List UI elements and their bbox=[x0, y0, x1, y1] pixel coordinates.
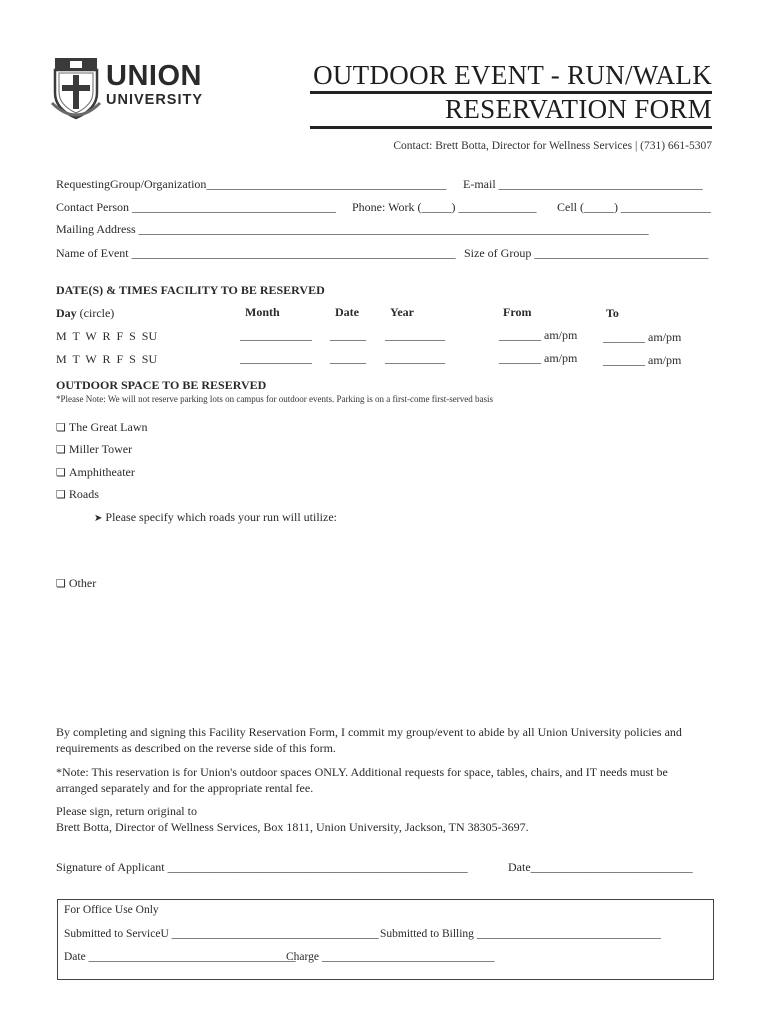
charge-blank[interactable]: ______________________________ bbox=[321, 951, 495, 963]
space-option-label: Roads bbox=[68, 487, 99, 501]
month-blank[interactable]: ____________ bbox=[240, 351, 312, 365]
signature-date-blank[interactable]: ___________________________ bbox=[530, 860, 693, 874]
group-size-label: Size of Group bbox=[464, 246, 532, 260]
checkbox-icon[interactable]: ❏ bbox=[56, 421, 66, 434]
year-blank[interactable]: __________ bbox=[385, 328, 445, 342]
serviceu-field[interactable] bbox=[64, 928, 379, 940]
checkbox-icon[interactable]: ❏ bbox=[56, 466, 66, 479]
space-option-label: Miller Tower bbox=[68, 442, 133, 456]
signature-date-field[interactable] bbox=[508, 860, 693, 875]
space-heading: OUTDOOR SPACE TO BE RESERVED bbox=[56, 378, 267, 392]
event-name-label: Name of Event bbox=[56, 246, 129, 260]
date-column-header: Date bbox=[335, 305, 359, 319]
note-line-1: *Note: This reservation is for Union's outdoor spaces ONLY. Additional requests for space, tables, chairs, and IT needs must be bbox=[56, 765, 668, 779]
day-column-header bbox=[56, 306, 114, 321]
email-label: E-mail bbox=[463, 177, 496, 191]
agreement-line-2: requirements as described on the reverse side of this form. bbox=[56, 741, 336, 755]
event-name-blank[interactable]: ______________________________________________________ bbox=[131, 246, 456, 260]
day-options[interactable]: M T W R F S SU bbox=[56, 329, 158, 343]
crest-icon bbox=[50, 55, 102, 121]
from-time-blank[interactable]: _______ am/pm bbox=[499, 328, 578, 342]
cell-field[interactable] bbox=[557, 200, 711, 215]
logo-word-university: UNIVERSITY bbox=[106, 92, 204, 108]
logo-word-union: UNION bbox=[106, 60, 202, 92]
group-size-blank[interactable]: _____________________________ bbox=[534, 246, 709, 260]
office-use-title: For Office Use Only bbox=[64, 904, 159, 916]
signature-label: Signature of Applicant bbox=[56, 860, 165, 874]
contact-line: Contact: Brett Botta, Director for Wellness Services | (731) 661-5307 bbox=[393, 140, 712, 152]
year-column-header: Year bbox=[390, 305, 414, 319]
agreement-line-1: By completing and signing this Facility Reservation Form, I commit my group/event to abide by all Union University policies and bbox=[56, 725, 682, 739]
serviceu-label: Submitted to ServiceU bbox=[64, 928, 169, 940]
university-logo bbox=[50, 55, 220, 123]
checkbox-icon[interactable]: ❏ bbox=[56, 488, 66, 501]
checkbox-icon[interactable]: ❏ bbox=[56, 443, 66, 456]
to-time-blank[interactable]: _______ am/pm bbox=[603, 330, 682, 344]
requesting-org-label: RequestingGroup/Organization bbox=[56, 177, 207, 191]
contact-person-field[interactable] bbox=[56, 200, 336, 215]
return-line-1: Please sign, return original to bbox=[56, 804, 197, 818]
office-date-label: Date bbox=[64, 951, 86, 963]
space-option-label: Amphitheater bbox=[68, 465, 135, 479]
serviceu-blank[interactable]: ____________________________________ bbox=[171, 928, 379, 940]
mailing-address-field[interactable] bbox=[56, 222, 649, 237]
day-note: (circle) bbox=[79, 306, 115, 320]
phone-label: Phone: Work (_____) bbox=[352, 200, 456, 214]
signature-blank[interactable]: __________________________________________________ bbox=[167, 860, 468, 874]
space-option-label: The Great Lawn bbox=[68, 420, 148, 434]
signature-field[interactable] bbox=[56, 860, 468, 875]
cell-label: Cell (_____) bbox=[557, 200, 618, 214]
mailing-address-label: Mailing Address bbox=[56, 222, 136, 236]
signature-date-label: Date bbox=[508, 860, 531, 874]
email-field[interactable] bbox=[463, 177, 703, 192]
from-column-header: From bbox=[503, 305, 532, 319]
requesting-org-field[interactable] bbox=[56, 177, 446, 192]
space-option-other[interactable] bbox=[56, 576, 96, 591]
space-option-amphitheater[interactable] bbox=[56, 465, 135, 480]
checkbox-icon[interactable]: ❏ bbox=[56, 577, 66, 590]
contact-person-blank[interactable]: __________________________________ bbox=[132, 200, 336, 214]
year-blank[interactable]: __________ bbox=[385, 351, 445, 365]
requesting-org-blank[interactable]: ________________________________________ bbox=[206, 177, 447, 191]
charge-field[interactable] bbox=[286, 951, 494, 963]
phone-field[interactable] bbox=[352, 200, 536, 215]
form-title-line2: RESERVATION FORM bbox=[445, 94, 712, 124]
date-blank[interactable]: ______ bbox=[330, 328, 366, 342]
day-label: Day bbox=[56, 306, 77, 320]
charge-label: Charge bbox=[286, 951, 320, 963]
office-date-field[interactable] bbox=[64, 951, 296, 963]
phone-blank[interactable]: _____________ bbox=[458, 200, 537, 214]
contact-person-label: Contact Person bbox=[56, 200, 129, 214]
month-blank[interactable]: ____________ bbox=[240, 328, 312, 342]
date-blank[interactable]: ______ bbox=[330, 351, 366, 365]
return-line-2: Brett Botta, Director of Wellness Services, Box 1811, Union University, Jackson, TN 38305-3697. bbox=[56, 820, 529, 834]
event-name-field[interactable] bbox=[56, 246, 456, 261]
billing-field[interactable] bbox=[380, 928, 661, 940]
group-size-field[interactable] bbox=[464, 246, 708, 261]
to-column-header: To bbox=[606, 306, 619, 320]
mailing-address-blank[interactable]: _____________________________________________________________________________________ bbox=[138, 222, 649, 236]
email-blank[interactable]: __________________________________ bbox=[498, 177, 703, 191]
title-rule-bottom bbox=[310, 126, 712, 129]
to-time-blank[interactable]: _______ am/pm bbox=[603, 353, 682, 367]
office-date-blank[interactable]: ____________________________________ bbox=[88, 951, 296, 963]
from-time-blank[interactable]: _______ am/pm bbox=[499, 351, 578, 365]
cell-blank[interactable]: _______________ bbox=[621, 200, 711, 214]
parking-note: *Please Note: We will not reserve parking lots on campus for outdoor events. Parking is on a first-come first-served basis bbox=[56, 394, 494, 404]
billing-blank[interactable]: ________________________________ bbox=[476, 928, 661, 940]
form-title-line1: OUTDOOR EVENT - RUN/WALK bbox=[313, 60, 712, 90]
space-option-roads[interactable] bbox=[56, 487, 99, 502]
arrow-bullet-icon: ➤ bbox=[94, 513, 103, 524]
note-line-2: arranged separately and for the appropriate rental fee. bbox=[56, 781, 314, 795]
dates-heading: DATE(S) & TIMES FACILITY TO BE RESERVED bbox=[56, 283, 325, 297]
month-column-header: Month bbox=[245, 305, 280, 319]
space-option-label: Other bbox=[68, 576, 97, 590]
billing-label: Submitted to Billing bbox=[380, 928, 474, 940]
space-option-miller-tower[interactable] bbox=[56, 442, 132, 457]
space-option-great-lawn[interactable] bbox=[56, 420, 148, 435]
roads-prompt bbox=[94, 510, 337, 525]
roads-prompt-text: Please specify which roads your run will utilize: bbox=[105, 510, 337, 524]
day-options[interactable]: M T W R F S SU bbox=[56, 352, 158, 366]
